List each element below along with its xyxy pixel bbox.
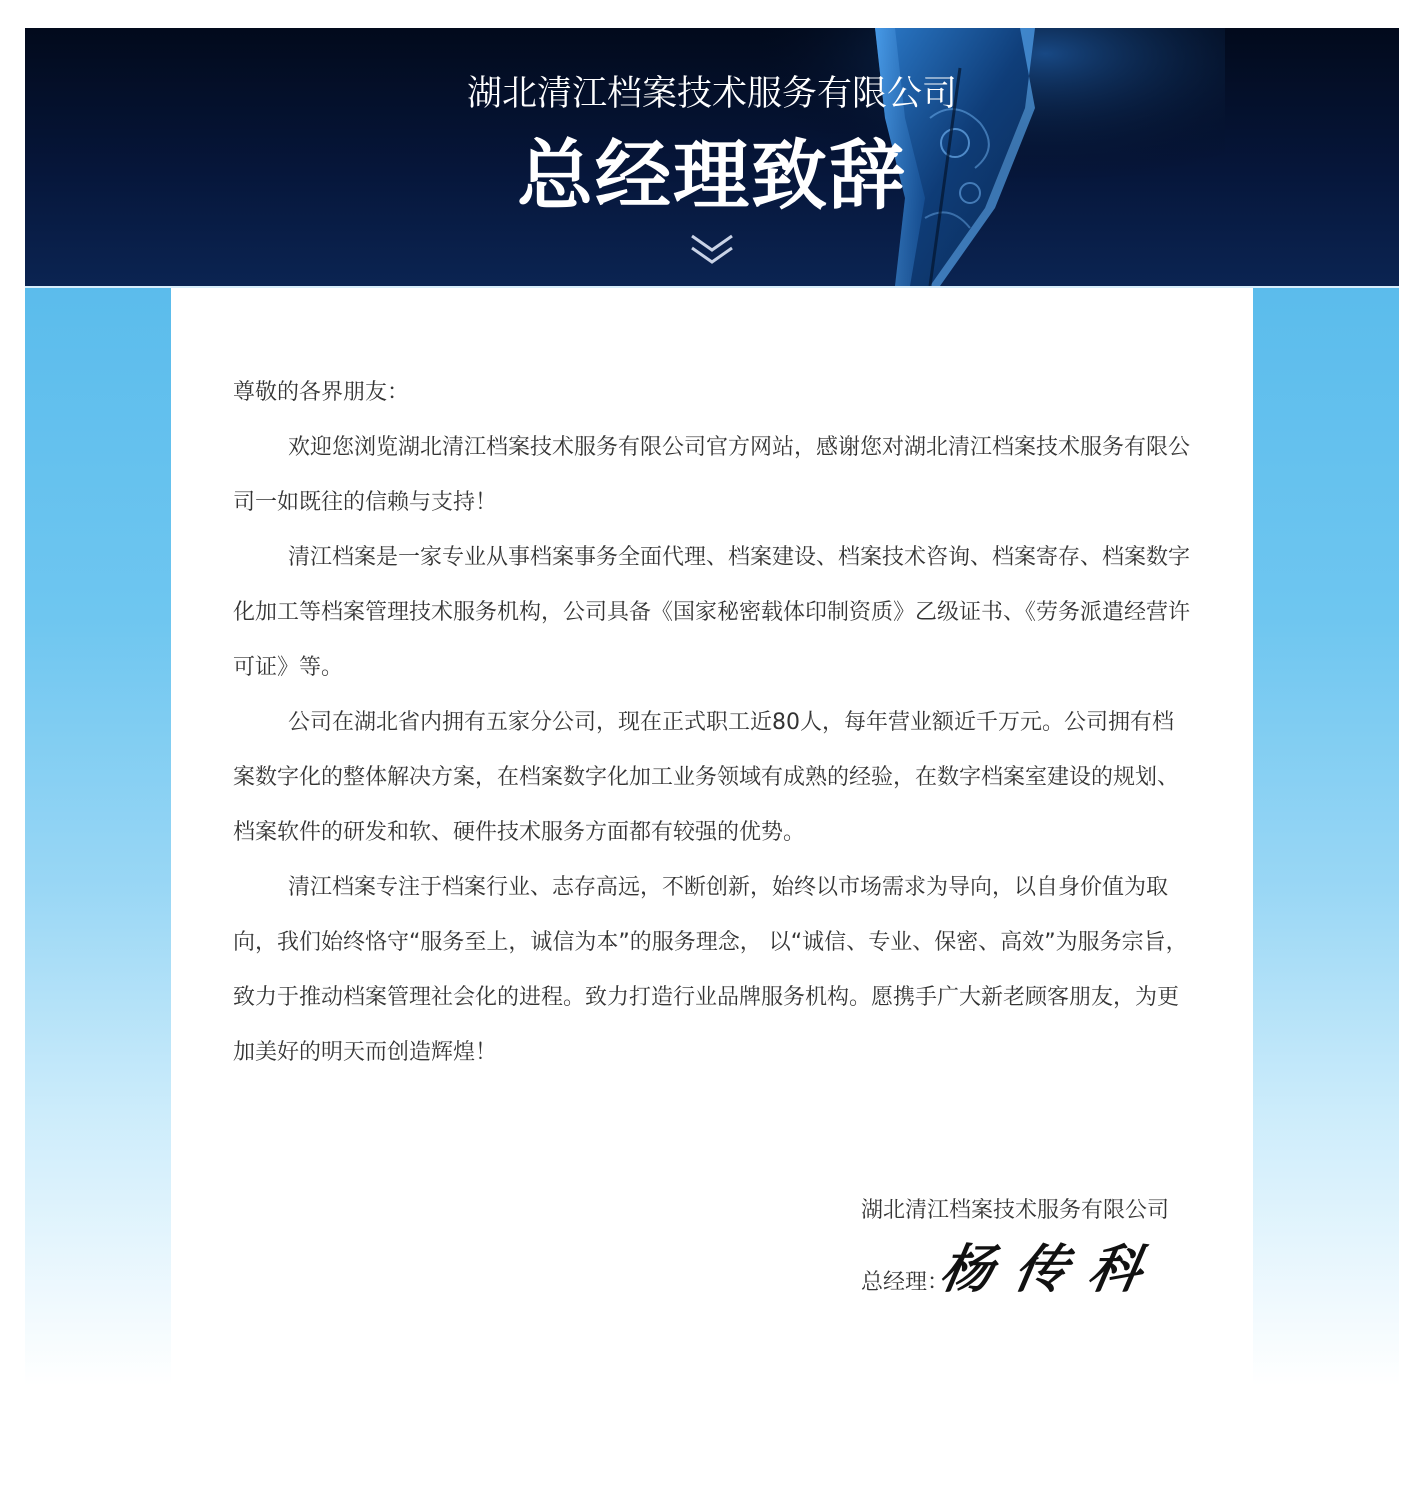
letter-body (233, 365, 1191, 1080)
signature-line (861, 1239, 1191, 1302)
company-name: 湖北清江档案技术服务有限公司 (466, 74, 957, 114)
paragraph-philosophy: 清江档案专注于档案行业、志存高远，不断创新，始终以市场需求为导向，以自身价值为取向，我们始终恪守“服务至上，诚信为本”的服务理念， 以“诚信、专业、保密、高效”为服务宗旨，致力于推动档案管理社会化的进程。致力打造行业品牌服务机构。愿携手广大新老顾客朋友，为更加美好的明天而创造辉煌！ (233, 875, 1188, 1065)
signature-company: 湖北清江档案技术服务有限公司 (861, 1198, 1170, 1223)
handwritten-signature: 杨传科 (935, 1239, 1169, 1300)
paragraph-welcome: 欢迎您浏览湖北清江档案技术服务有限公司官方网站，感谢您对湖北清江档案技术服务有限公司一如既往的信赖与支持！ (233, 435, 1191, 515)
double-chevron-down-icon[interactable] (688, 232, 736, 266)
paragraph-company-scale: 公司在湖北省内拥有五家分公司，现在正式职工近80人，每年营业额近千万元。公司拥有档案数字化的整体解决方案，在档案数字化加工业务领域有成熟的经验，在数字档案室建设的规划、档案软件的研发和软、硬件技术服务方面都有较强的优势。 (233, 710, 1180, 845)
page-title: 总经理致辞 (517, 131, 907, 220)
header-banner (25, 28, 1399, 286)
signature-title: 总经理： (861, 1270, 950, 1295)
letter-card (171, 288, 1253, 1498)
salutation: 尊敬的各界朋友： (233, 380, 410, 405)
paragraph-services: 清江档案是一家专业从事档案事务全面代理、档案建设、档案技术咨询、档案寄存、档案数字化加工等档案管理技术服务机构，公司具备《国家秘密载体印制资质》乙级证书、《劳务派遣经营许可证》等。 (233, 545, 1191, 680)
